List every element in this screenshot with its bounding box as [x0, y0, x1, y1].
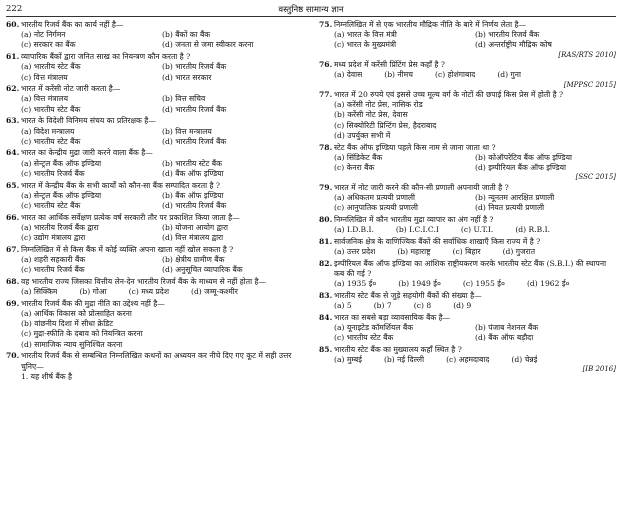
question-text: भारत के विदेशी विनिमय संचय का प्रतिरक्षक है—: [21, 116, 156, 126]
answer-option: (a) मुम्बई: [334, 354, 362, 364]
question-text: भारतीय रिजर्व बैंक की मुद्रा नीति का उद्देश्य नहीं है—: [21, 298, 165, 308]
answer-option: (a) भारत के वित्त मंत्री: [334, 30, 397, 40]
answer-option: (c) 8: [413, 300, 432, 310]
answer-option: (b) भारतीय रिजर्व बैंक: [475, 30, 540, 40]
answer-option: (d) चेन्नई: [511, 354, 538, 364]
question-item: [319, 259, 616, 290]
question-line: [319, 143, 616, 153]
question-text: भारत का सबसे बड़ा व्यावसायिक बैंक है—: [334, 312, 451, 322]
answer-option: (c) भारतीय रिजर्व बैंक: [21, 265, 85, 275]
right-column: [311, 20, 616, 507]
options-list: [6, 159, 303, 179]
answer-option: (a) करेंसी नोट प्रेस, नासिक रोड: [334, 100, 423, 110]
exam-source-tag: [IB 2016]: [582, 365, 616, 374]
question-columns: [6, 20, 616, 507]
question-number: 79.: [319, 182, 333, 192]
options-list: [6, 309, 303, 350]
answer-option: (d) भारतीय रिजर्व बैंक: [162, 104, 227, 114]
options-list: [319, 247, 616, 257]
question-item: [319, 291, 616, 311]
options-list: [6, 94, 303, 114]
question-line: [6, 351, 303, 371]
answer-option: (c) भारतीय रिजर्व बैंक: [21, 168, 85, 178]
question-text: भारतीय रिजर्व बैंक का कार्य नहीं है—: [21, 20, 124, 29]
question-number: 83.: [319, 290, 333, 300]
question-line: [6, 148, 303, 158]
question-item: [319, 183, 616, 214]
answer-option: (d) बैंक ऑफ बड़ौदा: [475, 332, 534, 342]
answer-option: (d) जम्मू-कश्मीर: [190, 287, 238, 297]
question-line: [319, 345, 616, 355]
question-text: निम्नलिखित में से एक भारतीय मौद्रिक नीति के बारे में निर्णय लेता है—: [334, 20, 527, 29]
question-number: 67.: [6, 244, 20, 254]
page-header: [6, 3, 616, 16]
answer-option: (d) R.B.I.: [515, 224, 551, 234]
options-list: [319, 355, 616, 365]
exam-source-tag: [RAS/RTS 2010]: [558, 50, 616, 59]
answer-option: (d) 1962 ई०: [526, 278, 570, 288]
question-number: 75.: [319, 20, 333, 29]
answer-option: (d) नियत प्रत्ययी प्रणाली: [475, 203, 545, 213]
answer-option: (b) कोऑपरेटिव बैंक ऑफ इण्डिया: [475, 152, 572, 162]
answer-option: (a) यूनाइटेड कॉमर्शियल बैंक: [334, 322, 414, 332]
answer-option: (c) अहमदाबाद: [446, 354, 490, 364]
answer-option: (b) महाराष्ट्र: [397, 246, 431, 256]
options-list: [6, 62, 303, 82]
answer-option: (a) 5: [334, 300, 352, 310]
question-item: [319, 60, 616, 88]
answer-option: (b) 1949 ई०: [398, 278, 441, 288]
question-item: [6, 299, 303, 350]
answer-option: (c) 1955 ई०: [462, 278, 505, 288]
answer-option: (b) बैंकों का बैंक: [162, 30, 211, 40]
answer-option: (c) U.T.I.: [460, 224, 494, 234]
question-line: [6, 277, 303, 287]
question-item: [6, 245, 303, 276]
answer-option: (a) अधिकतम प्रत्ययी प्रणाली: [334, 192, 416, 202]
question-item: [319, 90, 616, 141]
answer-option: (a) नोट निर्गमन: [21, 30, 66, 40]
question-number: 80.: [319, 214, 333, 224]
answer-option: (a) विदेश मन्त्रालय: [21, 126, 75, 136]
question-line: [319, 215, 616, 225]
question-number: 63.: [6, 116, 20, 126]
options-list: [319, 279, 616, 289]
question-number: 76.: [319, 60, 333, 70]
answer-option: (d) उपर्युक्त सभी में: [334, 130, 391, 140]
question-text: मध्य प्रदेश में करेंसी प्रिंटिंग प्रेस कहाँ है ?: [334, 60, 445, 70]
answer-option: (b) क्षेत्रीय ग्रामीण बैंक: [162, 254, 225, 264]
answer-option: (d) अन्तर्राष्ट्रीय मौद्रिक कोष: [475, 40, 552, 50]
question-text: सार्वजनिक क्षेत्र के वाणिज्यिक बैंकों की सर्वाधिक शाखाएँ किस राज्य में है ?: [334, 236, 541, 246]
question-line: [6, 52, 303, 62]
answer-option: (a) उत्तर प्रदेश: [334, 246, 376, 256]
answer-option: (b) न्यूनतम आरक्षित प्रणाली: [475, 192, 555, 202]
question-number: 69.: [6, 298, 20, 308]
answer-option: (d) बैंक ऑफ इण्डिया: [162, 168, 224, 178]
answer-option: (c) भारतीय स्टेट बैंक: [334, 332, 394, 342]
answer-option: (b) गोआ: [79, 287, 107, 297]
question-line: [319, 313, 616, 323]
question-text: भारतीय रिजर्व बैंक से सम्बन्धित निम्नलिखित कथनों का अध्ययन कर नीचे दिए गए कूट में सही उत्तर चुनिए—: [21, 351, 292, 371]
question-line: [6, 181, 303, 191]
answer-option: (c) केनरा बैंक: [334, 162, 375, 172]
exam-source-tag: [SSC 2015]: [575, 173, 616, 182]
answer-option: (a) सिक्किम: [21, 287, 58, 297]
answer-option: (a) सेन्ट्रल बैंक ऑफ इण्डिया: [21, 158, 102, 168]
page-number: 222: [6, 4, 23, 14]
answer-option: (a) शहरी सहकारी बैंक: [21, 254, 86, 264]
answer-option: (b) वांछनीय दिशा में सीधा क्रेडिट: [21, 319, 114, 329]
question-item: [319, 215, 616, 235]
options-list: [319, 70, 616, 80]
answer-option: (b) योजना आयोग द्वारा: [162, 222, 229, 232]
options-list: [319, 193, 616, 213]
answer-option: (d) वित्त मंत्रालय द्वारा: [162, 233, 224, 243]
options-list: [6, 372, 303, 382]
answer-option: (d) गुजरात: [502, 246, 536, 256]
question-item: [319, 20, 616, 59]
question-text: भारतीय स्टेट बैंक से जुड़े सहयोगी बैंकों की संख्या है—: [334, 290, 482, 300]
left-column: [6, 20, 311, 507]
options-list: [6, 223, 303, 243]
options-list: [319, 100, 616, 141]
question-text: इम्पीरियल बैंक ऑफ इण्डिया का आंशिक राष्ट्रीयकरण करके भारतीय स्टेट बैंक (S.B.I.) की स्थापना कब की गई ?: [334, 258, 607, 278]
question-item: [6, 277, 303, 297]
question-text: भारत में केन्द्रीय बैंक के सभी कार्यों को कौन-सा बैंक सम्पादित करता है ?: [21, 180, 220, 190]
question-text: भारतीय स्टेट बैंक का मुख्यालय कहाँ स्थित है ?: [334, 344, 462, 354]
question-number: 66.: [6, 212, 20, 222]
question-number: 81.: [319, 236, 333, 246]
book-title: वस्तुनिष्ठ सामान्य ज्ञान: [278, 5, 344, 15]
question-number: 60.: [6, 20, 20, 29]
question-line: [6, 20, 303, 30]
answer-option: (b) नई दिल्ली: [383, 354, 425, 364]
answer-option: (c) भारतीय स्टेट बैंक: [21, 136, 81, 146]
answer-option: (b) बैंक ऑफ इण्डिया: [162, 190, 224, 200]
answer-option: (c) भारतीय स्टेट बैंक: [21, 104, 81, 114]
question-item: [6, 148, 303, 179]
question-text: वह भारतीय राज्य जिसका वित्तीय लेन-देन भारतीय रिजर्व बैंक के माध्यम से नहीं होता है—: [21, 276, 267, 286]
options-list: [319, 301, 616, 311]
answer-option: (c) आनुपातिक प्रत्ययी प्रणाली: [334, 203, 418, 213]
question-item: [6, 116, 303, 147]
question-line: [319, 237, 616, 247]
question-number: 68.: [6, 276, 20, 286]
question-line: [319, 291, 616, 301]
answer-option: (d) इम्पीरियल बैंक ऑफ इण्डिया: [475, 162, 567, 172]
answer-option: (d) भारतीय रिजर्व बैंक: [162, 200, 227, 210]
answer-option: (c) मध्य प्रदेश: [128, 287, 169, 297]
options-list: [319, 153, 616, 173]
question-item: [319, 345, 616, 373]
exam-source-tag: [MPPSC 2015]: [563, 80, 616, 89]
question-number: 82.: [319, 258, 333, 268]
answer-option: (b) वित्त सचिव: [162, 94, 206, 104]
header-divider: [6, 16, 616, 17]
answer-option: (d) भारतीय रिजर्व बैंक: [162, 136, 227, 146]
answer-option: (b) 7: [373, 300, 392, 310]
answer-option: (d) जनता से जमा स्वीकार करना: [162, 40, 254, 50]
question-line: [6, 245, 303, 255]
question-item: [6, 20, 303, 51]
answer-option: (c) वित्त मंत्रालय: [21, 72, 68, 82]
question-line: [319, 259, 616, 279]
answer-option: (c) सरकार का बैंक: [21, 40, 76, 50]
answer-option: (a) भारतीय स्टेट बैंक: [21, 62, 81, 72]
question-text: भारत का आर्थिक सर्वेक्षण प्रत्येक वर्ष सरकारी तौर पर प्रकाशित किया जाता है—: [21, 212, 240, 222]
answer-option: (b) भारतीय रिजर्व बैंक: [162, 62, 227, 72]
options-list: [319, 225, 616, 235]
answer-option: (b) नीमच: [384, 70, 413, 80]
question-text: स्टेट बैंक ऑफ इण्डिया पहले किस नाम से जाना जाता था ?: [334, 142, 496, 152]
answer-option: (b) वित्त मन्त्रालय: [162, 126, 212, 136]
question-number: 65.: [6, 180, 20, 190]
question-item: [6, 351, 303, 382]
answer-option: (c) बिहार: [452, 246, 481, 256]
question-text: भारत में नोट जारी करने की कौन-सी प्रणाली अपनायी जाती है ?: [334, 182, 509, 192]
question-item: [6, 213, 303, 244]
question-line: [6, 299, 303, 309]
answer-option: (a) सेन्ट्रल बैंक ऑफ इण्डिया: [21, 190, 102, 200]
answer-option: (b) पंजाब नेशनल बैंक: [475, 322, 539, 332]
answer-option: (d) गुना: [497, 70, 521, 80]
answer-option: (c) भारतीय स्टेट बैंक: [21, 200, 81, 210]
answer-option: (d) अनुसूचित व्यापारिक बैंक: [162, 265, 243, 275]
question-number: 70.: [6, 351, 20, 361]
question-number: 78.: [319, 142, 333, 152]
question-text: भारत में 20 रुपये एवं इससे उच्च मूल्य वर्ग के नोटों की छपाई किस प्रेस में होती है ?: [334, 90, 564, 100]
answer-option: (c) उद्योग मंत्रालय द्वारा: [21, 233, 86, 243]
answer-option: (d) भारत सरकार: [162, 72, 212, 82]
question-number: 84.: [319, 312, 333, 322]
answer-option: (c) होशंगाबाद: [434, 70, 476, 80]
question-line: [319, 60, 616, 70]
answer-option: (b) भारतीय स्टेट बैंक: [162, 158, 222, 168]
options-list: [6, 30, 303, 50]
answer-option: (a) भारतीय रिजर्व बैंक द्वारा: [21, 222, 99, 232]
question-line: [6, 116, 303, 126]
answer-option: (a) वित्त मंत्रालय: [21, 94, 68, 104]
answer-option: (c) मुद्रा-स्फीति के दबाव को नियन्त्रित करना: [21, 329, 143, 339]
question-text: भारत में करेंसी नोट जारी करता है—: [21, 84, 121, 94]
question-text: व्यापारिक बैंकों द्वारा जनित साख का नियन्त्रण कौन करता है ?: [21, 52, 191, 62]
question-text: निम्नलिखित में कौन भारतीय मुद्रा व्यापार का अंग नहीं है ?: [334, 214, 494, 224]
answer-option: (d) सामाजिक न्याय सुनिश्चित करना: [21, 339, 123, 349]
options-list: [6, 255, 303, 275]
answer-option: 1. यह शीर्ष बैंक है: [21, 371, 73, 381]
question-number: 85.: [319, 344, 333, 354]
options-list: [6, 287, 303, 297]
answer-option: (a) I.D.B.I.: [334, 224, 374, 234]
question-line: [6, 84, 303, 94]
question-number: 61.: [6, 52, 20, 62]
answer-option: (a) देवास: [334, 70, 363, 80]
options-list: [6, 127, 303, 147]
options-list: [6, 191, 303, 211]
question-item: [319, 143, 616, 182]
question-item: [6, 52, 303, 83]
question-line: [319, 20, 616, 30]
options-list: [319, 323, 616, 343]
question-line: [6, 213, 303, 223]
question-item: [319, 237, 616, 257]
question-number: 64.: [6, 148, 20, 158]
answer-option: (a) 1935 ई०: [334, 278, 377, 288]
question-item: [6, 84, 303, 115]
answer-option: (d) 9: [453, 300, 472, 310]
question-line: [319, 90, 616, 100]
question-item: [319, 313, 616, 344]
options-list: [319, 30, 616, 50]
answer-option: (b) करेंसी नोट प्रेस, देवास: [334, 110, 408, 120]
answer-option: (b) I.C.I.C.I: [395, 224, 439, 234]
question-number: 77.: [319, 90, 333, 100]
question-text: भारत का केन्द्रीय मुद्रा जारी करने वाला बैंक है—: [21, 148, 153, 158]
question-line: [319, 183, 616, 193]
question-number: 62.: [6, 84, 20, 94]
question-text: निम्नलिखित में से किस बैंक में कोई व्यक्ति अपना खाता नहीं खोल सकता है ?: [21, 244, 234, 254]
answer-option: (c) सिक्योरिटी प्रिन्टिंग प्रेस, हैदराबाद: [334, 120, 437, 130]
answer-option: (a) सिंडिकेट बैंक: [334, 152, 383, 162]
question-item: [6, 181, 303, 212]
answer-option: (c) भारत के मुख्यमंत्री: [334, 40, 397, 50]
answer-option: (a) आर्थिक विकास को प्रोत्साहित करना: [21, 308, 132, 318]
